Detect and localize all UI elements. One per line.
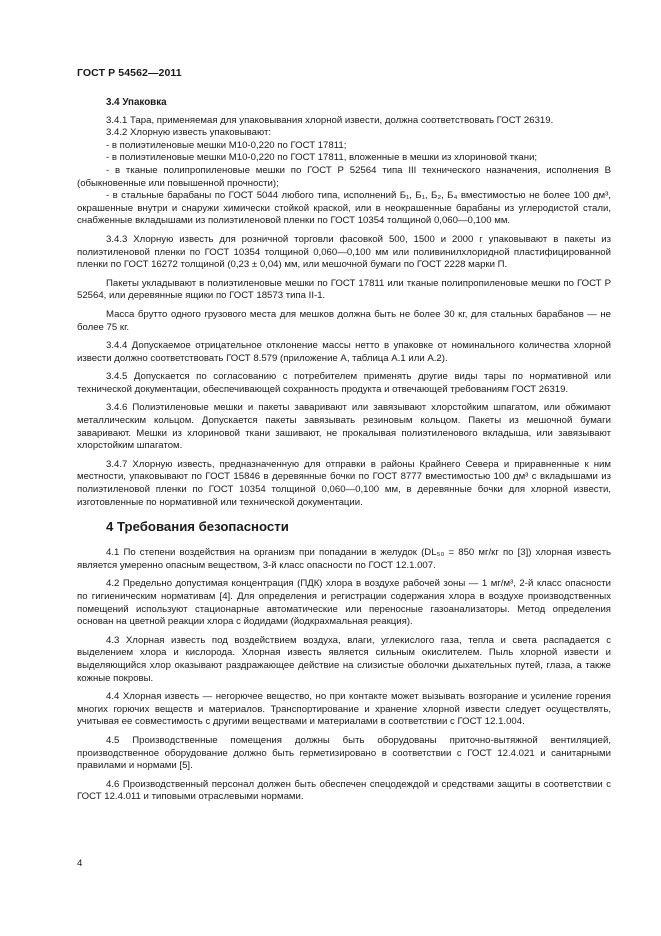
paragraph-gross-mass: Масса брутто одного грузового места для мешков должна быть не более 30 кг, для стальных барабанов — не более 75 кг. bbox=[77, 308, 611, 333]
paragraph-4-2: 4.2 Предельно допустимая концентрация (ПДК) хлора в воздухе рабочей зоны — 1 мг/м³, 2-й класс опасности по гигиеническим нормативам [4]. Для определения и регистрации содержания хлора в воздухе производственных помещений используют стационарные автоматические или переносные газоанализаторы. Метод определения основан на цветной реакции хлора с йодидами (йодкрахмальная реакция). bbox=[77, 578, 611, 628]
paragraph-3-4-7: 3.4.7 Хлорную известь, предназначенную для отправки в районы Крайнего Севера и приравненные к ним местности, упаковывают по ГОСТ 15846 в деревянные бочки по ГОСТ 8777 вместимостью 100 дм³ с вкладышами из полиэтиленовой пленки по ГОСТ 10354 толщиной 0,060—0,100 мм, в деревянные бочки для хлорной извести, изготовленные по нормативной или технической документации. bbox=[77, 458, 611, 508]
list-item-packaging-4: - в стальные барабаны по ГОСТ 5044 любого типа, исполнений Б₁, Б₁, Б₂, Б₄ вместимостью не более 100 дм³, окрашенные внутри и снаружи химически стойкой краской, или в неокрашенные барабаны из углеродистой стали, снабженные вкладышами из полиэтиленовой пленки по ГОСТ 10354 толщиной 0,060—0,100 мм. bbox=[77, 190, 611, 227]
paragraph-4-3: 4.3 Хлорная известь под воздействием воздуха, влаги, углекислого газа, тепла и света распадается с выделением хлора и кислорода. Хлорная известь является сильным окислителем. Пыль хлорной извести и выделяющийся хлор оказывают раздражающее действие на слизистые оболочки дыхательных путей, глаза, а также кожные покровы. bbox=[77, 634, 611, 684]
paragraph-3-4-5: 3.4.5 Допускается по согласованию с потребителем применять другие виды тары по нормативной или технической документации, обеспечивающей сохранность продукта и отвечающей требованиям ГОСТ 26319. bbox=[77, 371, 611, 395]
paragraph-3-4-6: 3.4.6 Полиэтиленовые мешки и пакеты заваривают или завязывают хлорстойким шпагатом, или обжимают металлическим кольцом. Допускается пакеты завязывать резиновым кольцом. Пакеты из мешочной бумаги заваривают. Мешки из хлориновой ткани зашивают, не прокалывая полиэтиленового вкладыша, или завязывают хлорстойким шпагатом. bbox=[77, 402, 611, 452]
list-item-packaging-3: - в тканые полипропиленовые мешки по ГОСТ Р 52564 типа III технического назначения, исполнения В (обыкновенные или повышенной прочности); bbox=[77, 164, 611, 189]
paragraph-packages: Пакеты укладывают в полиэтиленовые мешки по ГОСТ 17811 или тканые полипропиленовые мешки по ГОСТ Р 52564, или деревянные ящики по ГОСТ 18573 типа II-1. bbox=[77, 277, 611, 302]
paragraph-4-1: 4.1 По степени воздействия на организм при попадании в желудок (DL₅₀ = 850 мг/кг по [3]) хлорная известь является умеренно опасным веществом, 3-й класс опасности по ГОСТ 12.1.007. bbox=[77, 547, 611, 571]
page-number: 4 bbox=[77, 858, 83, 869]
paragraph-4-5: 4.5 Производственные помещения должны быть оборудованы приточно-вытяжной вентиляцией, производственное оборудование должно быть герметизировано в соответствии с ГОСТ 12.4.021 и санитарными правилами и нормами [5]. bbox=[77, 734, 611, 772]
list-item-packaging-2: - в полиэтиленовые мешки М10-0,220 по ГОСТ 17811, вложенные в мешки из хлориновой ткани; bbox=[106, 152, 538, 164]
paragraph-4-4: 4.4 Хлорная известь — негорючее вещество, но при контакте может вызывать возгорание и усиление горения многих горючих веществ и материалов. Транспортирование и хранение хлорной извести следует осуществлять, учитывая ее совместимость с другими веществами и материалами в соответствии с ГОСТ 12.1.004. bbox=[77, 691, 611, 728]
paragraph-3-4-4: 3.4.4 Допускаемое отрицательное отклонение массы нетто в упаковке от номинального количества хлорной извести должно соответствовать ГОСТ 8.579 (приложение А, таблица А.1 или А.2). bbox=[77, 340, 611, 364]
standard-code: ГОСТ Р 54562—2011 bbox=[77, 67, 182, 79]
subsection-heading-3-4: 3.4 Упаковка bbox=[106, 97, 167, 108]
paragraph-4-6: 4.6 Производственный персонал должен быть обеспечен спецодеждой и средствами защиты в соответствии с ГОСТ 12.4.011 и типовыми отраслевыми нормами. bbox=[77, 778, 611, 803]
paragraph-3-4-1: 3.4.1 Тара, применяемая для упаковывания хлорной извести, должна соответствовать ГОСТ 26319. bbox=[106, 114, 554, 126]
paragraph-3-4-2: 3.4.2 Хлорную известь упаковывают: bbox=[106, 127, 272, 139]
document-body bbox=[77, 97, 611, 804]
list-item-packaging-1: - в полиэтиленовые мешки М10-0,220 по ГОСТ 17811; bbox=[106, 139, 347, 151]
section-heading-4: 4 Требования безопасности bbox=[106, 519, 289, 535]
paragraph-3-4-3: 3.4.3 Хлорную известь для розничной торговли фасовкой 500, 1500 и 2000 г упаковывают в пакеты из полиэтиленовой пленки по ГОСТ 10354 толщиной 0,060—0,100 мм или поливинилхлоридной пластифицированной пленки по ГОСТ 16272 толщиной (0,23 ± 0,04) мм, или мешочной бумаги по ГОСТ 2228 марки П. bbox=[77, 233, 611, 271]
